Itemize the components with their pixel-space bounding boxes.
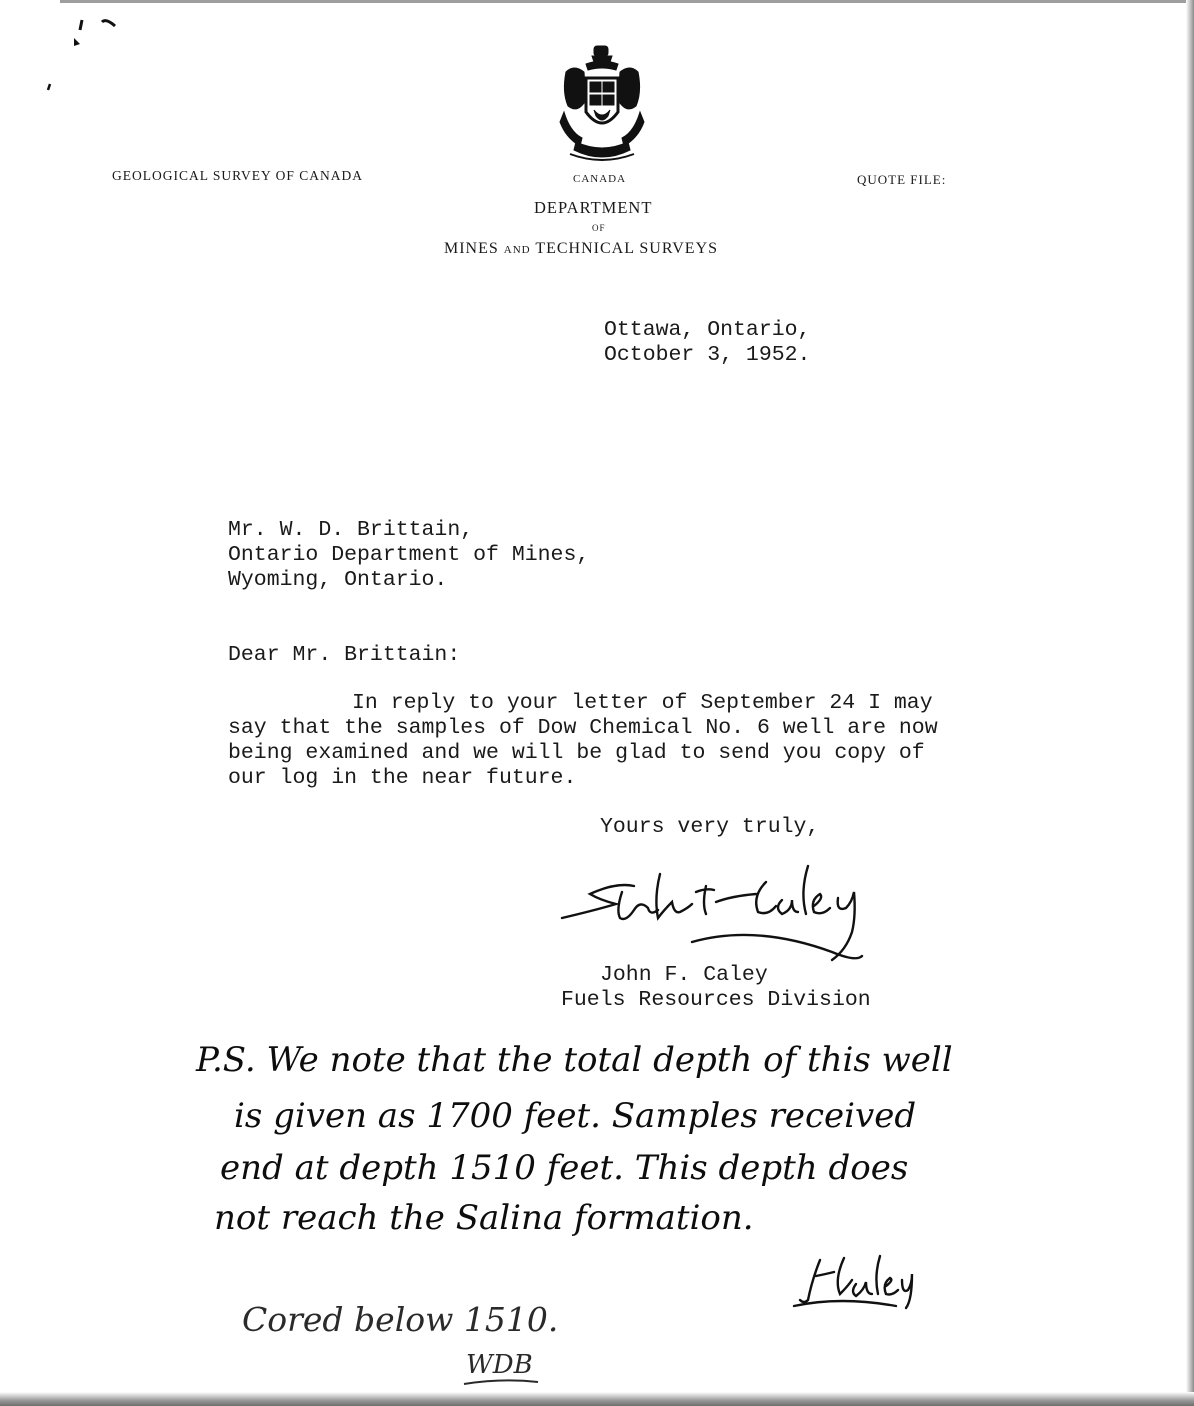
stray-marks [40,10,120,100]
postscript-initials-graphic [790,1250,920,1314]
annotation-initials: WDB [466,1350,533,1380]
annotation-note: Cored below 1510. [242,1300,559,1339]
postscript-line-4: not reach the Salina formation. [214,1198,754,1238]
body-line-1: In reply to your letter of September 24 I may [352,691,933,715]
signer-division: Fuels Resources Division [561,988,871,1012]
closing: Yours very truly, [600,815,820,839]
page-bottom-edge [0,1392,1194,1406]
body-line-4: our log in the near future. [228,766,577,790]
page-top-edge [60,0,1190,3]
signature-block [561,963,871,1013]
dateline [604,318,810,368]
recipient-address [228,518,589,593]
recipient-name: Mr. W. D. Brittain, [228,518,474,542]
signature-graphic [556,852,896,968]
postscript-line-3: end at depth 1510 feet. This depth does [220,1148,909,1188]
coat-of-arms-emblem [556,42,648,166]
agency-name: GEOLOGICAL SURVEY OF CANADA [112,168,364,183]
dateline-place: Ottawa, Ontario, [604,318,811,342]
department-subtitle-part-c: TECHNICAL SURVEYS [530,240,719,257]
annotation-underline [462,1378,542,1388]
recipient-org: Ontario Department of Mines, [228,543,590,567]
department-subtitle [444,240,718,258]
body-line-3: being examined and we will be glad to send you copy of [228,741,925,765]
letter-body [228,691,938,791]
department-of: OF [592,223,606,233]
page-right-edge [1186,0,1194,1406]
postscript-line-2: is given as 1700 feet. Samples received [234,1096,917,1136]
department-subtitle-and: AND [503,244,531,256]
salutation: Dear Mr. Brittain: [228,643,461,667]
postscript-line-1: P.S. We note that the total depth of this well [196,1040,953,1080]
country-label: CANADA [573,173,627,185]
dateline-date: October 3, 1952. [604,343,811,367]
signer-name: John F. Caley [600,963,768,987]
recipient-location: Wyoming, Ontario. [228,568,448,592]
department-title: DEPARTMENT [534,198,653,217]
body-line-2: say that the samples of Dow Chemical No. 6 well are now [228,716,938,740]
department-subtitle-part-a: MINES [444,240,504,257]
quote-file-label: QUOTE FILE: [857,172,947,187]
